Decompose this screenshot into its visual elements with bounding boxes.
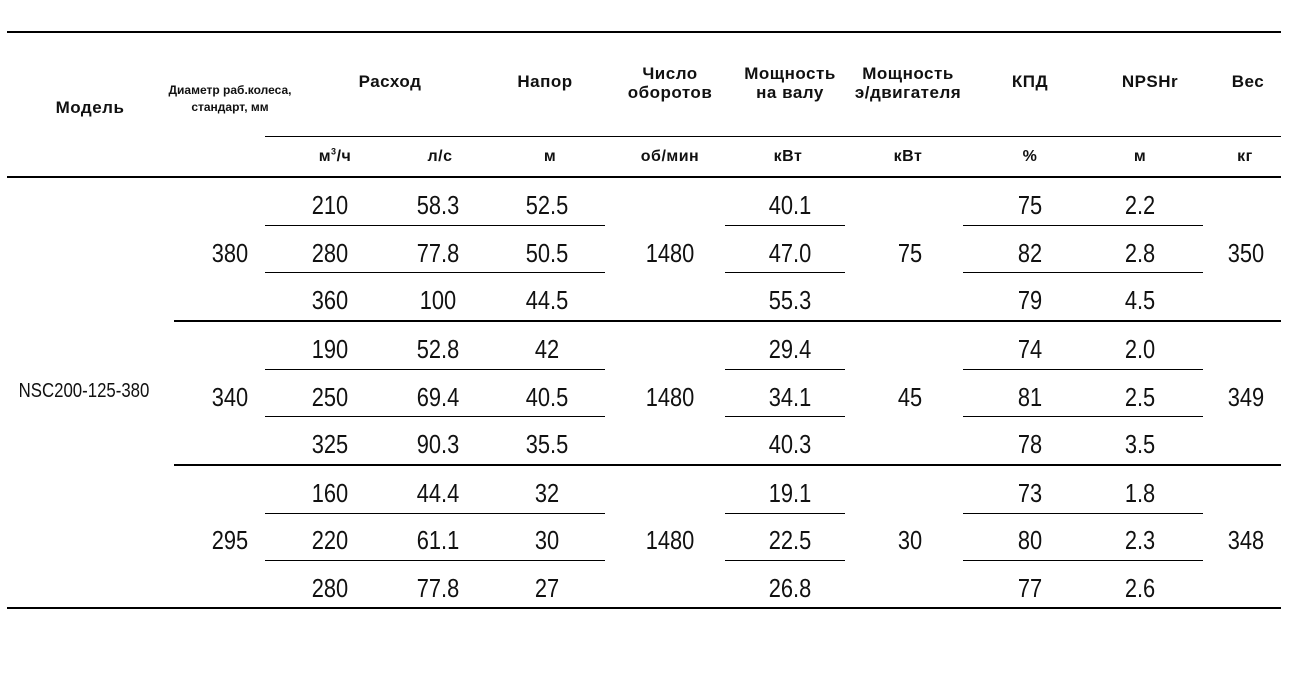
npshr-value: 2.6 [1124,573,1156,603]
model-name: NSC200-125-380 [18,380,150,402]
speed-value: 1480 [645,238,695,268]
weight-value: 350 [1227,238,1265,268]
row-divider [963,369,1203,370]
table-bottom-border [7,607,1281,609]
head-value: 32 [534,478,560,508]
row-divider [265,416,605,417]
npshr-value: 2.5 [1124,382,1156,412]
shaft-power-value: 47.0 [768,238,812,268]
header-bottom-border [7,176,1281,178]
shaft-power-value: 40.1 [768,190,812,220]
efficiency-value: 82 [1017,238,1043,268]
head-value: 50.5 [525,238,569,268]
row-divider [725,560,845,561]
row-divider [265,560,605,561]
npshr-value: 3.5 [1124,429,1156,459]
flow-m3h: 210 [311,190,349,220]
head-value: 40.5 [525,382,569,412]
flow-m3h: 220 [311,525,349,555]
efficiency-value: 74 [1017,334,1043,364]
unit-shaft-power: кВт [773,148,803,165]
flow-m3h: 280 [311,573,349,603]
flow-m3h: 160 [311,478,349,508]
impeller-diameter: 295 [211,525,249,555]
npshr-value: 1.8 [1124,478,1156,508]
speed-value: 1480 [645,525,695,555]
head-value: 44.5 [525,285,569,315]
table-top-border [7,31,1281,33]
efficiency-value: 80 [1017,525,1043,555]
header-impeller-diameter: Диаметр раб.колеса, стандарт, мм [168,83,292,114]
weight-value: 348 [1227,525,1265,555]
shaft-power-value: 55.3 [768,285,812,315]
unit-efficiency: % [1022,148,1038,165]
header-model: Модель [55,98,125,117]
unit-head: м [543,148,557,165]
head-value: 35.5 [525,429,569,459]
efficiency-value: 75 [1017,190,1043,220]
impeller-diameter: 340 [211,382,249,412]
row-divider [963,560,1203,561]
group-divider-1 [174,320,1281,322]
impeller-diameter: 380 [211,238,249,268]
unit-npshr: м [1133,148,1147,165]
flow-m3h: 325 [311,429,349,459]
header-speed: Число оборотов [627,64,713,102]
flow-ls: 77.8 [416,573,460,603]
flow-m3h: 280 [311,238,349,268]
flow-ls: 77.8 [416,238,460,268]
flow-ls: 69.4 [416,382,460,412]
efficiency-value: 77 [1017,573,1043,603]
row-divider [725,272,845,273]
flow-m3h: 360 [311,285,349,315]
header-npshr: NPSHr [1121,72,1179,91]
efficiency-value: 78 [1017,429,1043,459]
flow-ls: 61.1 [416,525,460,555]
row-divider [725,369,845,370]
header-efficiency: КПД [1011,72,1049,91]
npshr-value: 2.8 [1124,238,1156,268]
row-divider [963,225,1203,226]
flow-ls: 90.3 [416,429,460,459]
npshr-value: 2.2 [1124,190,1156,220]
npshr-value: 2.0 [1124,334,1156,364]
flow-ls: 52.8 [416,334,460,364]
row-divider [265,272,605,273]
flow-m3h: 190 [311,334,349,364]
row-divider [265,369,605,370]
head-value: 27 [534,573,560,603]
npshr-value: 2.3 [1124,525,1156,555]
row-divider [963,416,1203,417]
flow-ls: 44.4 [416,478,460,508]
shaft-power-value: 40.3 [768,429,812,459]
motor-power-value: 75 [897,238,923,268]
flow-m3h: 250 [311,382,349,412]
efficiency-value: 73 [1017,478,1043,508]
head-value: 30 [534,525,560,555]
header-unit-divider [265,136,1281,137]
shaft-power-value: 29.4 [768,334,812,364]
header-head: Напор [517,72,573,91]
flow-ls: 100 [419,285,457,315]
row-divider [963,272,1203,273]
unit-motor-power: кВт [893,148,923,165]
shaft-power-value: 22.5 [768,525,812,555]
head-value: 52.5 [525,190,569,220]
motor-power-value: 45 [897,382,923,412]
row-divider [725,225,845,226]
header-flow: Расход [358,72,422,91]
header-weight: Вес [1231,72,1265,91]
row-divider [963,513,1203,514]
header-motor-power: Мощность э/двигателя [854,64,962,102]
npshr-value: 4.5 [1124,285,1156,315]
shaft-power-value: 19.1 [768,478,812,508]
efficiency-value: 81 [1017,382,1043,412]
unit-flow-m3h: $м^3/ч$ [318,146,352,165]
row-divider [265,225,605,226]
unit-flow-ls: л/с [427,148,453,165]
row-divider [725,416,845,417]
flow-ls: 58.3 [416,190,460,220]
efficiency-value: 79 [1017,285,1043,315]
motor-power-value: 30 [897,525,923,555]
group-divider-2 [174,464,1281,466]
shaft-power-value: 34.1 [768,382,812,412]
head-value: 42 [534,334,560,364]
row-divider [725,513,845,514]
shaft-power-value: 26.8 [768,573,812,603]
row-divider [265,513,605,514]
weight-value: 349 [1227,382,1265,412]
unit-speed: об/мин [640,148,700,165]
header-shaft-power: Мощность на валу [744,64,836,102]
speed-value: 1480 [645,382,695,412]
unit-weight: кг [1237,148,1253,165]
